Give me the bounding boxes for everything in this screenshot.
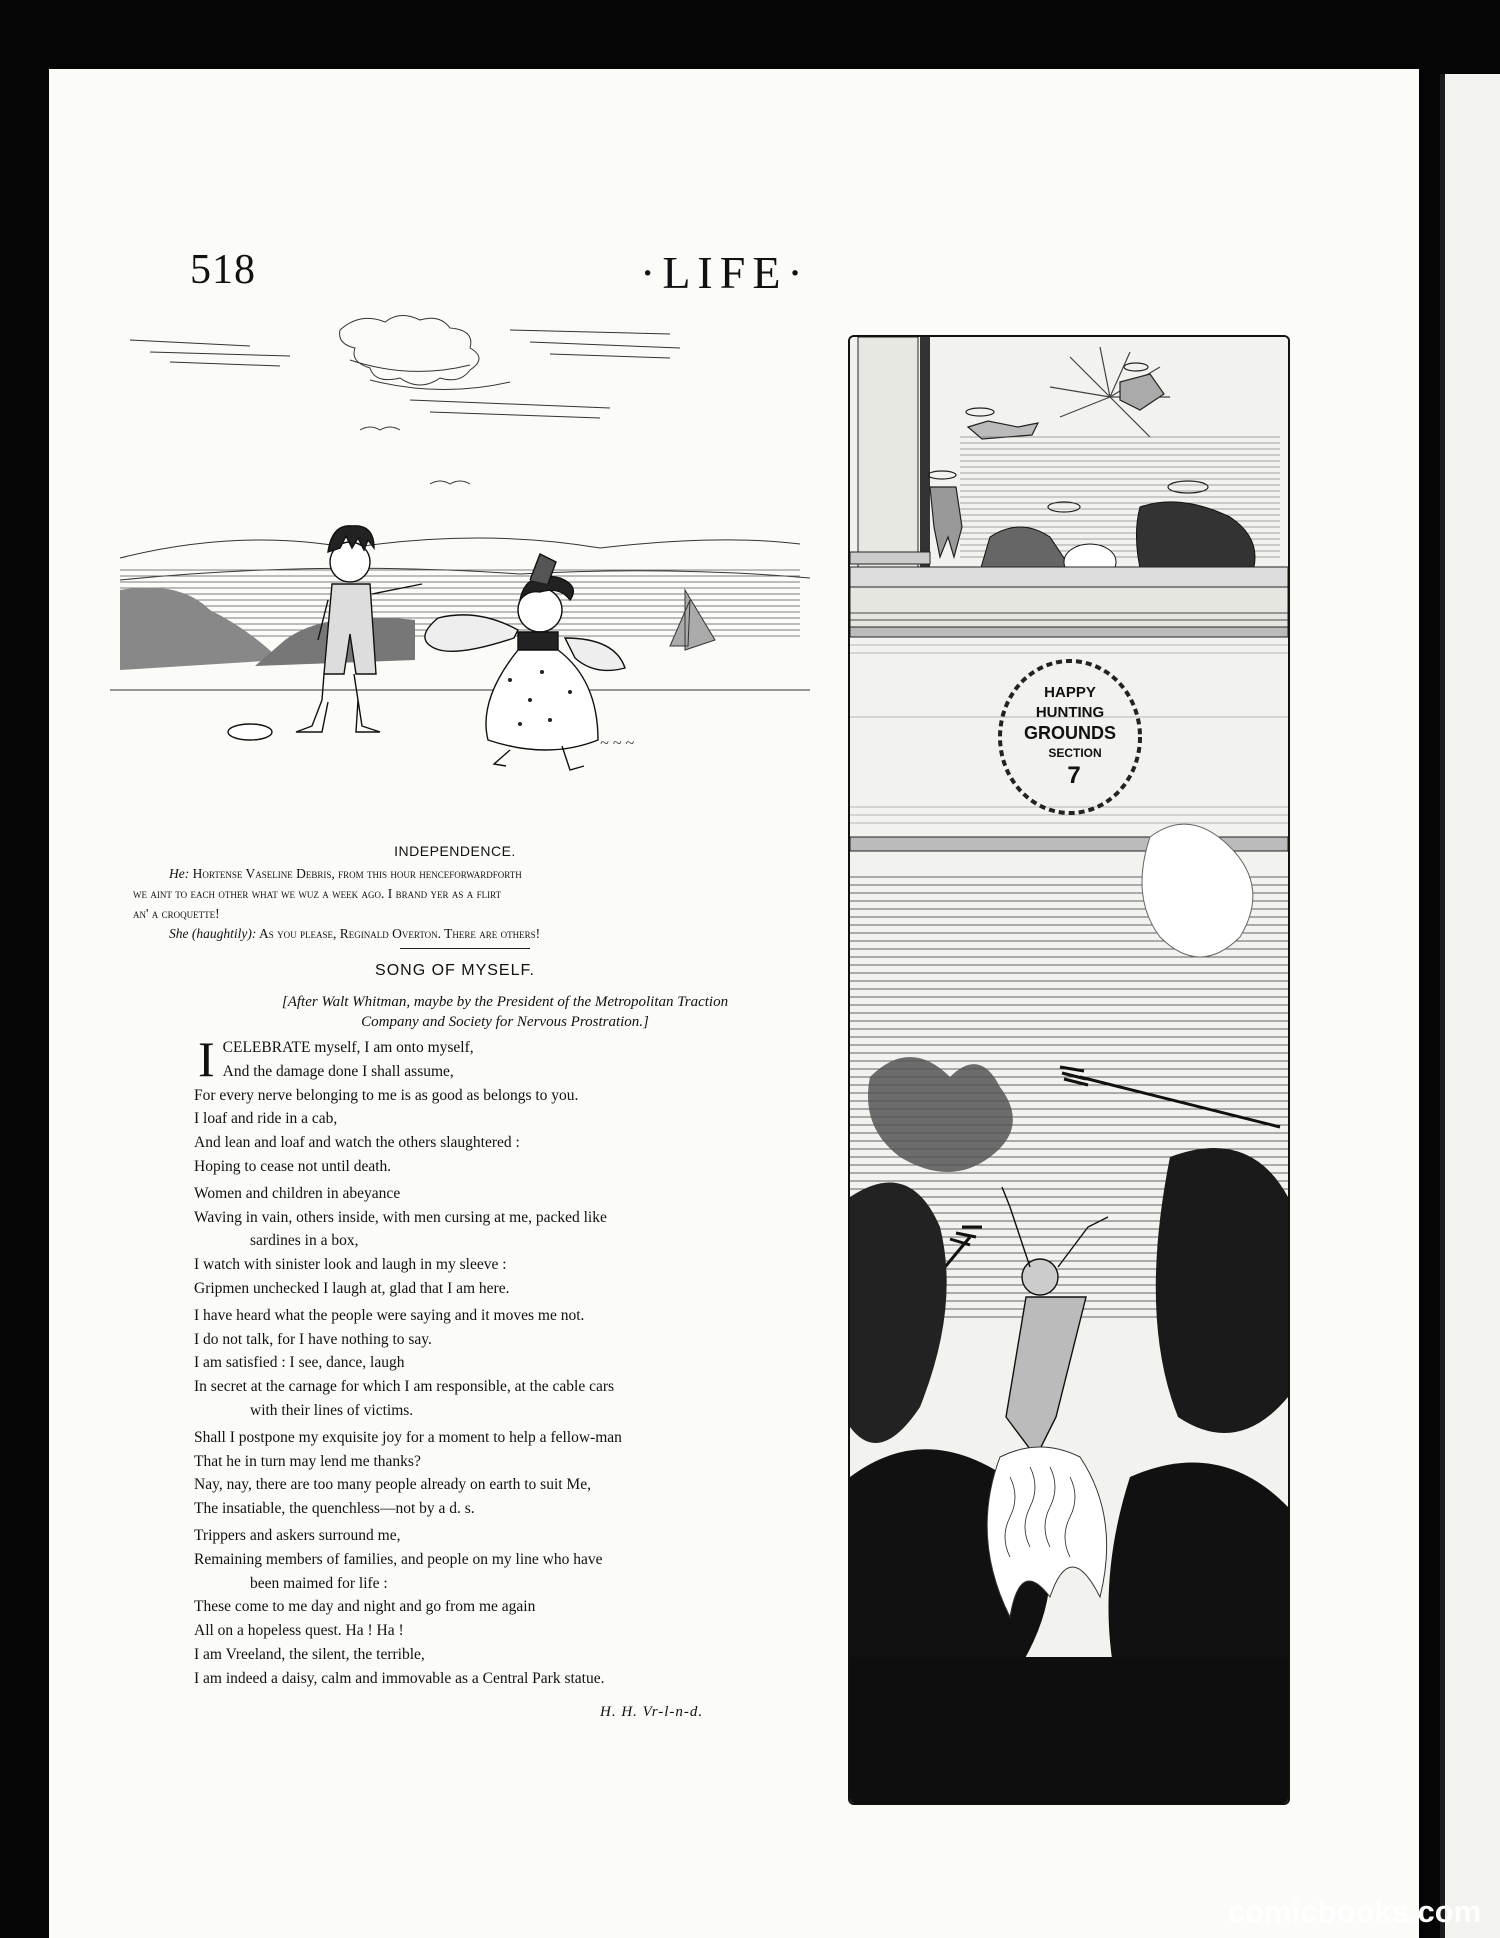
- poem-line: Shall I postpone my exquisite joy for a moment to help a fellow-man: [194, 1428, 622, 1446]
- poem-subtitle-line-2: Company and Society for Nervous Prostration.]: [361, 1014, 649, 1030]
- poem-line: Gripmen unchecked I laugh at, glad that I am here.: [194, 1279, 510, 1297]
- he-line-1: Hortense Vaseline Debris, from this hour henceforwardforth: [192, 866, 522, 881]
- source-watermark: comicbooks.com: [1228, 1894, 1482, 1929]
- poem-line: Trippers and askers surround me,: [194, 1526, 401, 1544]
- poem-line: I have heard what the people were saying and it moves me not.: [194, 1306, 585, 1324]
- poem-subtitle-line-1: [After Walt Whitman, maybe by the President of the Metropolitan Traction: [281, 994, 729, 1010]
- poem-line: Hoping to cease not until death.: [194, 1157, 392, 1175]
- he-line-2: we aint to each other what we wuz a week ago. I brand yer as a flirt: [133, 886, 502, 901]
- poem-signature: H. H. Vr-l-n-d.: [600, 1704, 704, 1720]
- caption-line-2: used to vivisect us to make his lectures: [895, 1689, 1125, 1704]
- happy-hunting-grounds-illustration: [848, 335, 1290, 1805]
- sign-line-5: 7: [1067, 762, 1081, 789]
- adjacent-page-edge: [1440, 74, 1500, 1938]
- she-line: As you please, Reginald Overton. There are others!: [259, 926, 541, 941]
- poem-line: That he in turn may lend me thanks?: [194, 1452, 421, 1470]
- poem-line: I watch with sinister look and laugh in my sleeve :: [194, 1256, 507, 1274]
- sign-line-4: SECTION: [1048, 746, 1102, 760]
- poem-line: For every nerve belonging to me is as good as belongs to you.: [194, 1086, 579, 1104]
- poem-line: been maimed for life :: [250, 1574, 388, 1592]
- poem-line: Women and children in abeyance: [194, 1184, 401, 1202]
- poem-line: I do not talk, for I have nothing to say.: [194, 1330, 432, 1348]
- poem-line: I loaf and ride in a cab,: [194, 1110, 338, 1128]
- page-number: 518: [190, 247, 256, 293]
- poem-line: These come to me day and night and go from me again: [194, 1598, 536, 1616]
- he-label: He:: [169, 866, 190, 881]
- poem-line: The insatiable, the quenchless—not by a d. s.: [194, 1500, 475, 1518]
- poem-line: I am satisfied : I see, dance, laugh: [194, 1354, 405, 1372]
- she-label: She (haughtily):: [169, 926, 257, 941]
- independence-illustration: [110, 300, 810, 830]
- poem-body: [194, 1031, 814, 1694]
- he-line-3: an' a croquette!: [133, 906, 220, 921]
- sign-line-1: HAPPY: [1044, 684, 1096, 701]
- poem-line: And lean and loaf and watch the others slaughtered :: [194, 1134, 520, 1152]
- illustration-drawing: [850, 337, 1288, 1803]
- poem-line: Nay, nay, there are too many people already on earth to suit Me,: [194, 1476, 591, 1494]
- illustration-caption: [895, 1671, 1255, 1722]
- poem-line: All on a hopeless quest. Ha ! Ha !: [194, 1622, 404, 1640]
- cartoon-title: INDEPENDENCE.: [394, 843, 516, 859]
- poem-line: I am indeed a daisy, calm and immovable as a Central Park statue.: [194, 1669, 605, 1687]
- section-divider: [400, 948, 530, 949]
- poem-line: I am Vreeland, the silent, the terrible,: [194, 1645, 425, 1663]
- poem-line: Remaining members of families, and people on my line who have: [194, 1550, 603, 1568]
- poem-subtitle: [190, 992, 820, 1032]
- drop-cap: I: [198, 1031, 215, 1087]
- caption-line-3: interesting.": [895, 1706, 969, 1721]
- poem-line: In secret at the carnage for which I am responsible, at the cable cars: [194, 1378, 615, 1396]
- masthead: ·LIFE·: [640, 247, 810, 298]
- poem-line: with their lines of victims.: [250, 1401, 414, 1419]
- poem-line: And the damage done I shall assume,: [222, 1062, 454, 1080]
- artist-signature: ~ ~ ~: [600, 735, 634, 752]
- poem-line: sardines in a box,: [250, 1232, 359, 1250]
- sign-line-3: GROUNDS: [1023, 723, 1117, 743]
- poem-title: SONG OF MYSELF.: [375, 962, 535, 979]
- poem-line: Waving in vain, others inside, with men cursing at me, packed like: [194, 1208, 607, 1226]
- sign-line-2: HUNTING: [1035, 704, 1105, 721]
- caption-line-1: " Why, that is Professor Sawyer who: [909, 1672, 1127, 1687]
- cartoon-dialogue: [133, 864, 813, 944]
- poem-line: CELEBRATE myself, I am onto myself,: [222, 1039, 474, 1056]
